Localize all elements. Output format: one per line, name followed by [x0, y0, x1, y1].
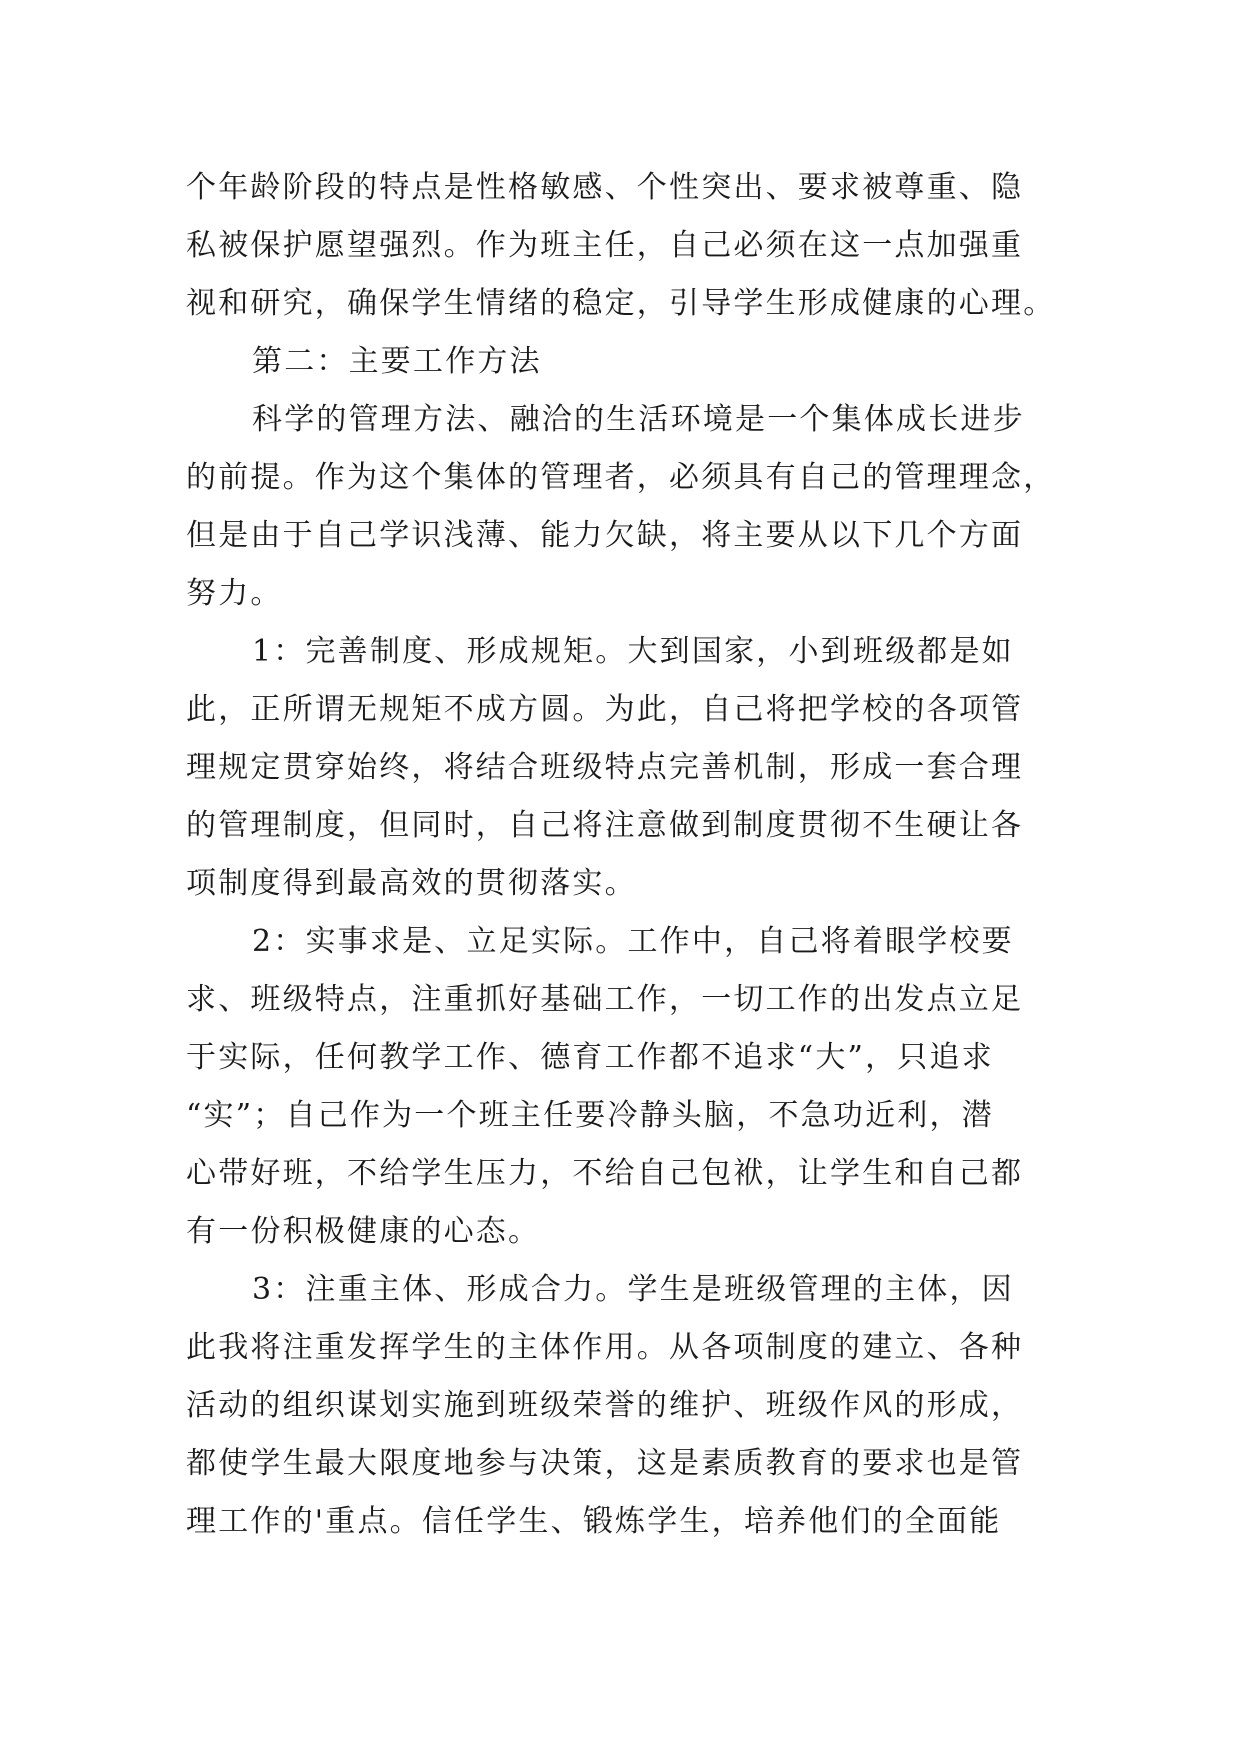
text-line: 视和研究，确保学生情绪的稳定，引导学生形成健康的心理。 — [186, 286, 1056, 321]
text-line: 但是由于自己学识浅薄、能力欠缺，将主要从以下几个方面 — [186, 518, 1024, 553]
paragraph-first-line: 3：注重主体、形成合力。学生是班级管理的主体，因 — [252, 1272, 1014, 1307]
text-line: 此，正所谓无规矩不成方圆。为此，自己将把学校的各项管 — [186, 692, 1024, 727]
text-line: 求、班级特点，注重抓好基础工作，一切工作的出发点立足 — [186, 982, 1024, 1017]
section-heading: 第二：主要工作方法 — [252, 344, 542, 379]
paragraph-first-line: 2：实事求是、立足实际。工作中，自己将着眼学校要 — [252, 924, 1014, 959]
text-line: 项制度得到最高效的贯彻落实。 — [186, 866, 637, 901]
text-line: 有一份积极健康的心态。 — [186, 1214, 541, 1249]
paragraph-first-line: 科学的管理方法、融洽的生活环境是一个集体成长进步 — [252, 402, 1025, 437]
text-line: 的管理制度，但同时，自己将注意做到制度贯彻不生硬让各 — [186, 808, 1024, 843]
text-line: “实”；自己作为一个班主任要冷静头脑，不急功近利，潜 — [186, 1098, 994, 1133]
text-line: 于实际，任何教学工作、德育工作都不追求“大”，只追求 — [186, 1040, 994, 1075]
text-line: 理工作的'重点。信任学生、锻炼学生，培养他们的全面能 — [186, 1504, 1002, 1539]
text-line: 理规定贯穿始终，将结合班级特点完善机制，形成一套合理 — [186, 750, 1024, 785]
text-line: 活动的组织谋划实施到班级荣誉的维护、班级作风的形成， — [186, 1388, 1024, 1423]
text-line: 的前提。作为这个集体的管理者，必须具有自己的管理理念， — [186, 460, 1056, 495]
text-line: 都使学生最大限度地参与决策，这是素质教育的要求也是管 — [186, 1446, 1024, 1481]
text-line: 努力。 — [186, 576, 283, 611]
paragraph-first-line: 1：完善制度、形成规矩。大到国家，小到班级都是如 — [252, 634, 1014, 669]
text-line: 个年龄阶段的特点是性格敏感、个性突出、要求被尊重、隐 — [186, 170, 1024, 205]
text-line: 私被保护愿望强烈。作为班主任，自己必须在这一点加强重 — [186, 228, 1024, 263]
text-line: 此我将注重发挥学生的主体作用。从各项制度的建立、各种 — [186, 1330, 1024, 1365]
text-line: 心带好班，不给学生压力，不给自己包袱，让学生和自己都 — [186, 1156, 1024, 1191]
